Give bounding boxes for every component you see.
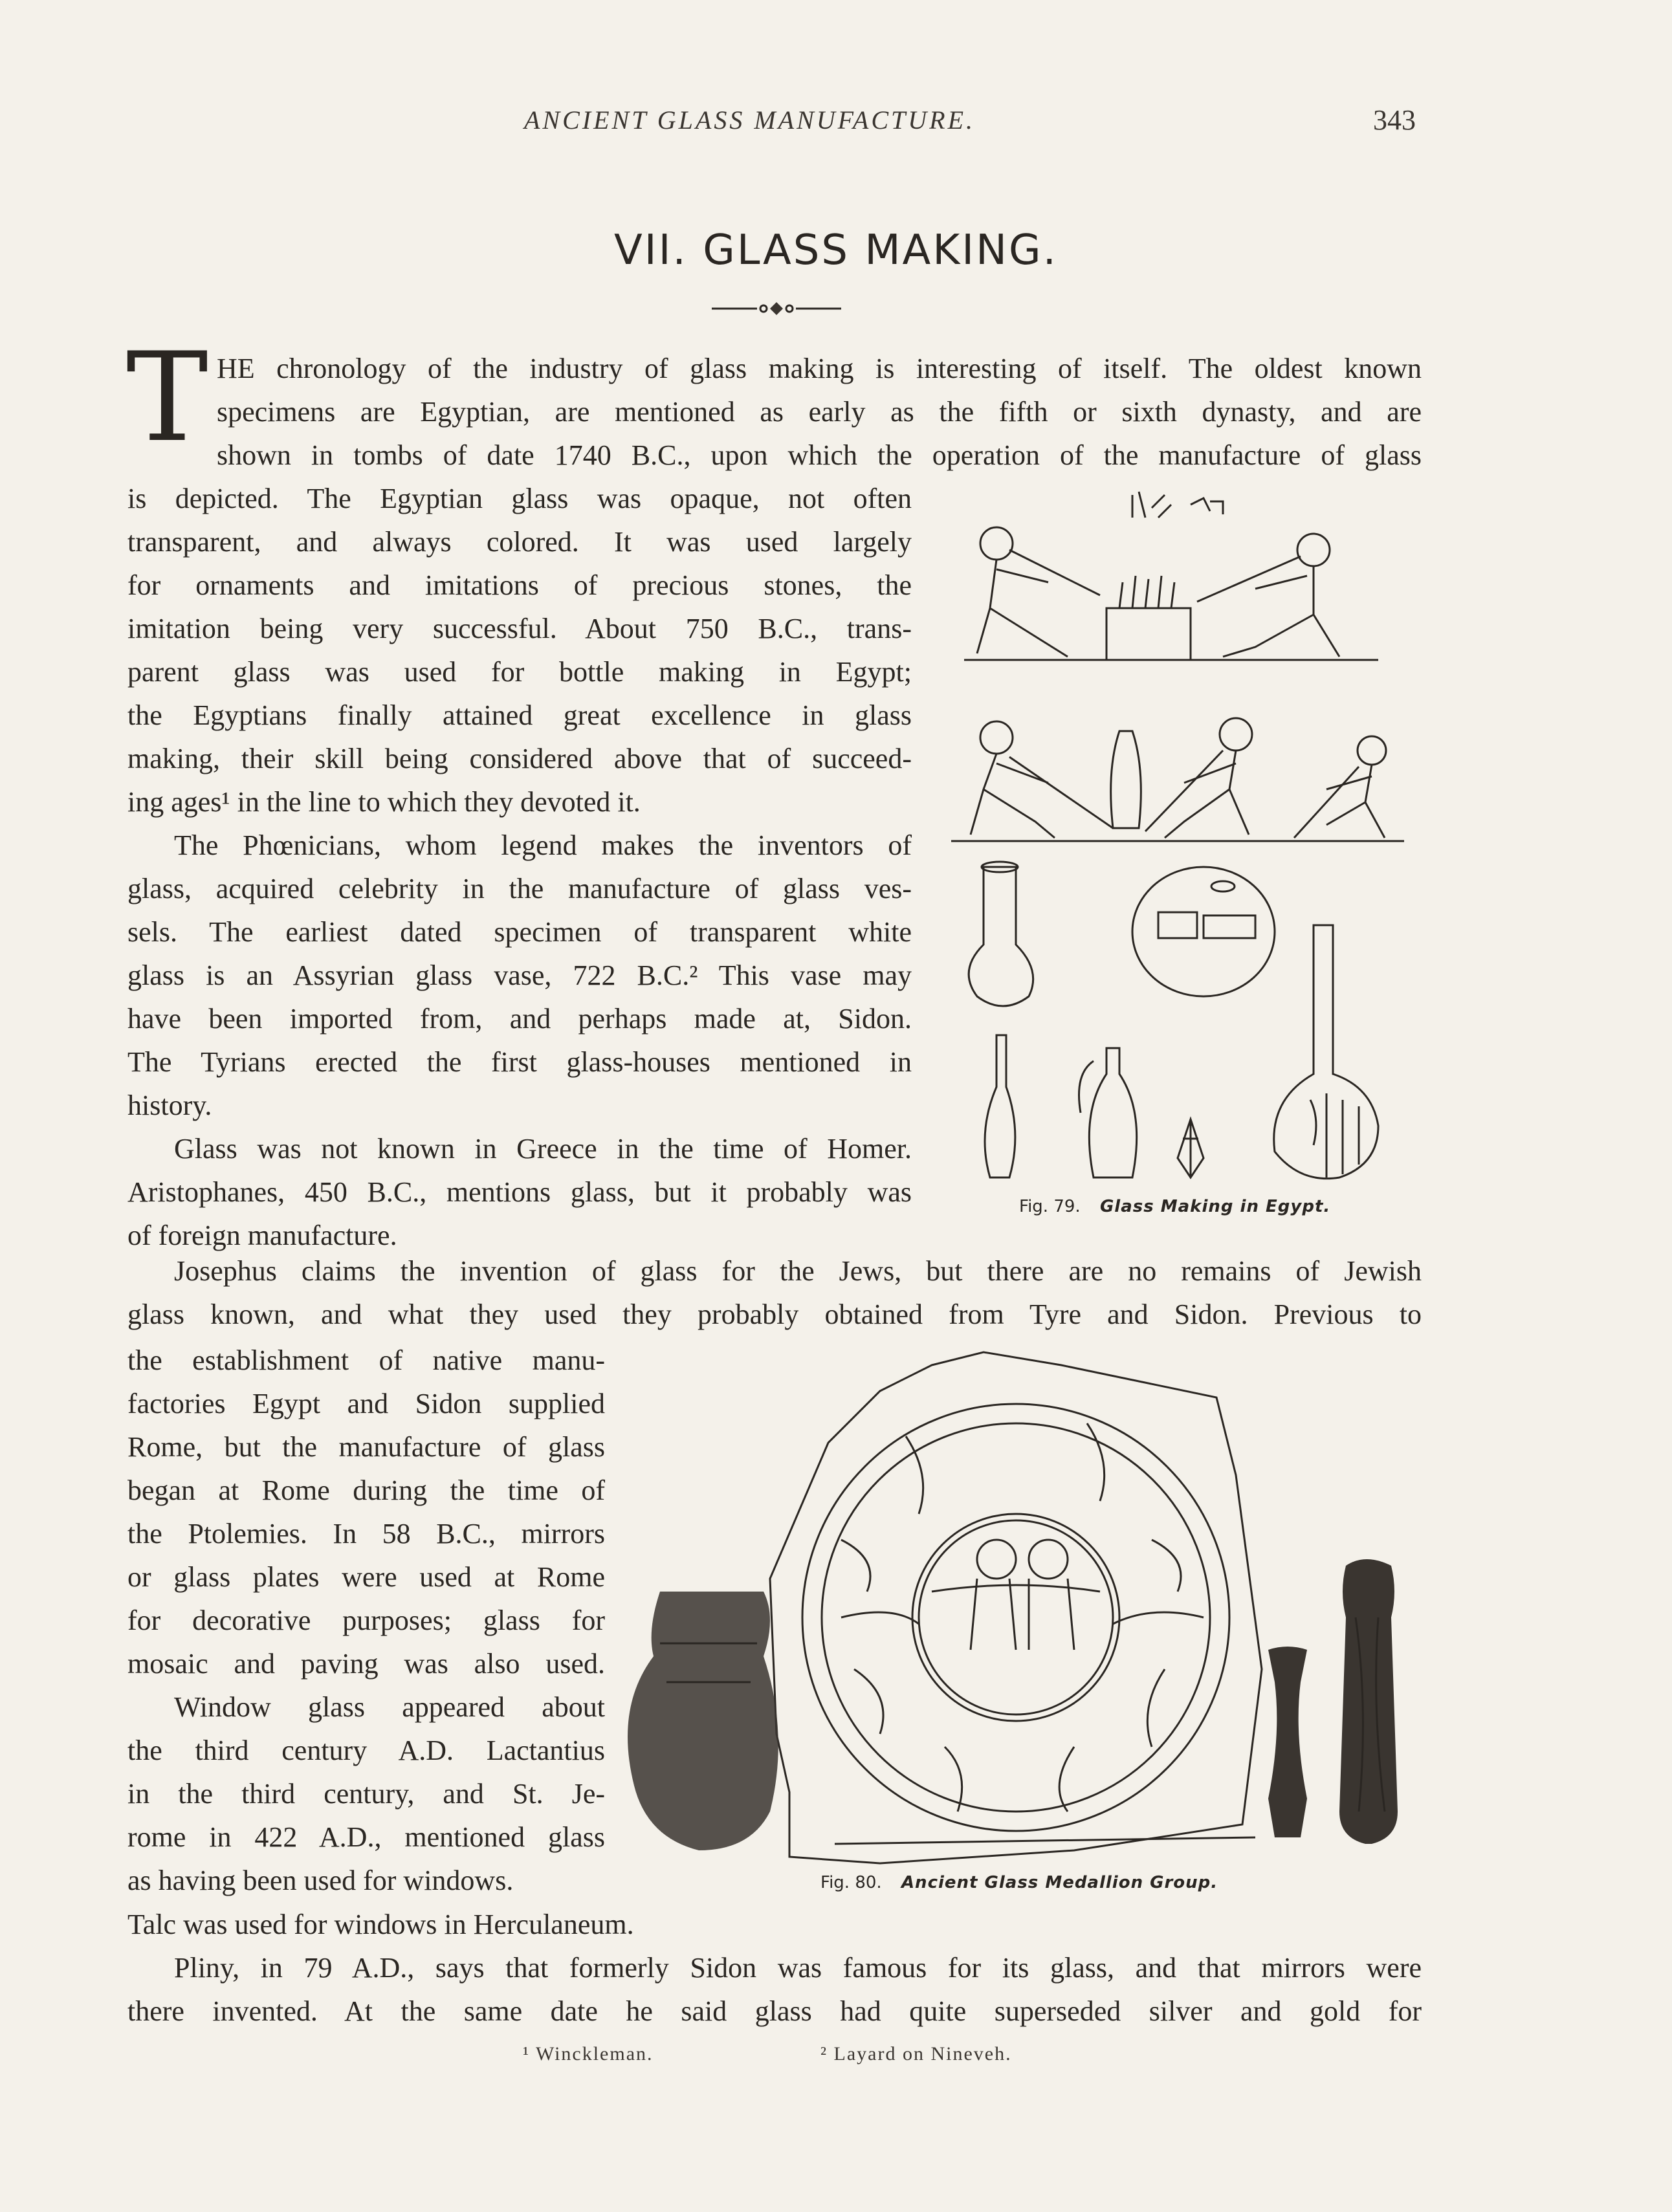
running-head: ANCIENT GLASS MANUFACTURE. <box>524 105 976 135</box>
text-line: the Egyptians finally attained great excellence in glass <box>127 699 912 731</box>
text-line: the Ptolemies. In 58 B.C., mirrors <box>127 1518 605 1549</box>
figure-79-number: Fig. 79. <box>1019 1197 1081 1216</box>
text-line: Rome, but the manufacture of glass <box>127 1431 605 1463</box>
figure-80-number: Fig. 80. <box>820 1873 882 1892</box>
figure-80-illustration <box>621 1346 1443 1870</box>
text-line: Talc was used for windows in Herculaneum. <box>127 1909 634 1940</box>
text-line: have been imported from, and perhaps made at, Sidon. <box>127 1003 912 1035</box>
text-line: for decorative purposes; glass for <box>127 1604 605 1636</box>
page-number: 343 <box>1373 104 1416 136</box>
text-line: glass is an Assyrian glass vase, 722 B.C.² This vase may <box>127 959 912 991</box>
figure-79-title: Glass Making in Egypt. <box>1099 1197 1331 1216</box>
chapter-title: VII. GLASS MAKING. <box>614 226 1058 274</box>
text-line: Josephus claims the invention of glass for the Jews, but there are no remains of Jewish <box>174 1255 1422 1287</box>
figure-79-caption <box>1019 1197 1330 1216</box>
text-line: making, their skill being considered above that of succeed- <box>127 743 912 774</box>
text-line: Glass was not known in Greece in the time of Homer. <box>174 1133 912 1165</box>
footnote-1: ¹ Winckleman. <box>523 2043 654 2064</box>
text-line: transparent, and always colored. It was used largely <box>127 526 912 558</box>
drop-cap: T <box>126 326 208 469</box>
text-line: factories Egypt and Sidon supplied <box>127 1388 605 1419</box>
text-line: glass, acquired celebrity in the manufacture of glass ves- <box>127 873 912 904</box>
title-ornament <box>712 299 841 318</box>
text-line: began at Rome during the time of <box>127 1474 605 1506</box>
text-line: Window glass appeared about <box>174 1691 605 1723</box>
text-line: sels. The earliest dated specimen of transparent white <box>127 916 912 948</box>
text-line: in the third century, and St. Je- <box>127 1778 605 1810</box>
text-line: the third century A.D. Lactantius <box>127 1735 605 1766</box>
text-line: Aristophanes, 450 B.C., mentions glass, but it probably was <box>127 1176 912 1208</box>
text-line: of foreign manufacture. <box>127 1220 397 1251</box>
footnote-2: ² Layard on Nineveh. <box>820 2043 1012 2064</box>
text-line: for ornaments and imitations of precious stones, the <box>127 569 912 601</box>
text-line: ing ages¹ in the line to which they devoted it. <box>127 786 641 818</box>
text-line: Pliny, in 79 A.D., says that formerly Sidon was famous for its glass, and that mirrors were <box>174 1952 1422 1984</box>
text-line: or glass plates were used at Rome <box>127 1561 605 1593</box>
text-line: The Phœnicians, whom legend makes the inventors of <box>174 829 912 861</box>
text-line: there invented. At the same date he said glass had quite superseded silver and gold for <box>127 1995 1422 2027</box>
text-line: the establishment of native manu- <box>127 1344 605 1376</box>
text-line: as having been used for windows. <box>127 1865 514 1896</box>
text-line: shown in tombs of date 1740 B.C., upon which the operation of the manufacture of glass <box>217 439 1422 471</box>
text-line: glass known, and what they used they probably obtained from Tyre and Sidon. Previous to <box>127 1298 1422 1330</box>
text-line: is depicted. The Egyptian glass was opaque, not often <box>127 483 912 514</box>
text-line: HE chronology of the industry of glass making is interesting of itself. The oldest known <box>217 353 1422 384</box>
figure-79-illustration <box>951 479 1417 1190</box>
text-line: imitation being very successful. About 750 B.C., trans- <box>127 613 912 644</box>
text-line: rome in 422 A.D., mentioned glass <box>127 1821 605 1853</box>
figure-80-caption <box>820 1873 1218 1892</box>
text-line: mosaic and paving was also used. <box>127 1648 605 1680</box>
text-line: The Tyrians erected the first glass-houses mentioned in <box>127 1046 912 1078</box>
text-line: history. <box>127 1090 212 1121</box>
figure-80-title: Ancient Glass Medallion Group. <box>901 1873 1218 1892</box>
text-line: parent glass was used for bottle making in Egypt; <box>127 656 912 688</box>
text-line: specimens are Egyptian, are mentioned as early as the fifth or sixth dynasty, and are <box>217 396 1422 428</box>
